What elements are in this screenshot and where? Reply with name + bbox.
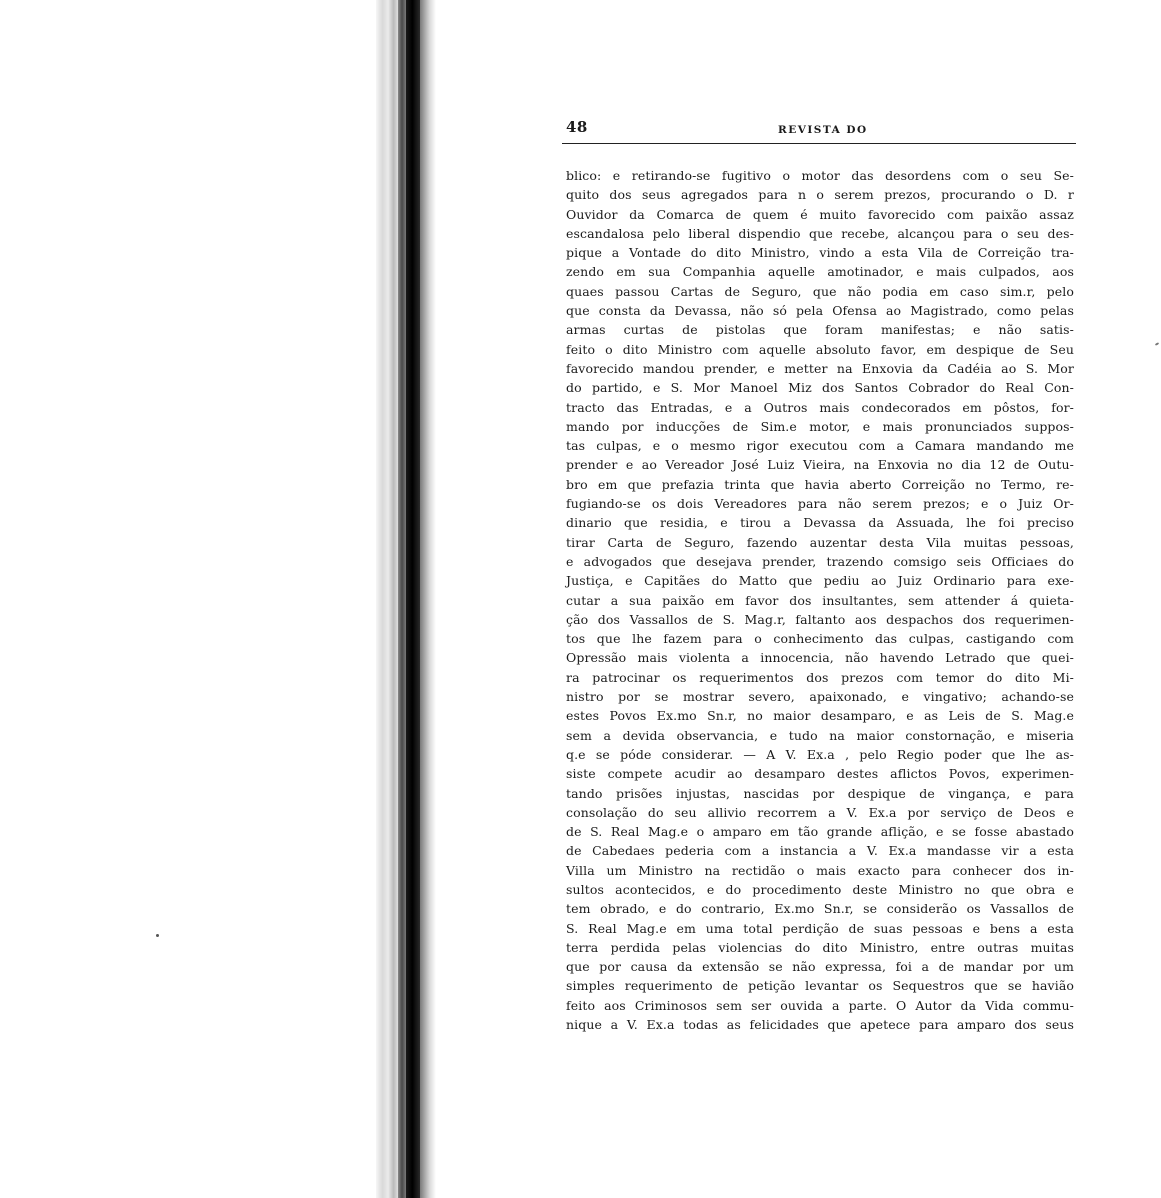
page-header [566,118,1076,140]
text-line: cutar a sua paixão em favor dos insultantes, sem attender á quieta- [566,592,1074,608]
text-line: ra patrocinar os requerimentos dos prezos com temor do dito Mi- [566,669,1074,685]
text-line: fugiando-se os dois Vereadores para não serem prezos; e o Juiz Or- [566,496,1074,512]
text-line: mando por inducções de Sim.e motor, e mais pronunciados suppos- [566,418,1074,434]
text-line: Opressão mais violenta a innocencia, não havendo Letrado que quei- [566,650,1074,666]
page-number: 48 [566,118,588,136]
text-line: dinario que residia, e tirou a Devassa da Assuada, lhe foi preciso [566,515,1074,531]
running-head: REVISTA DO [778,124,868,136]
text-line: de Cabedaes pederia com a instancia a V. Ex.a mandasse vir a esta [566,843,1074,859]
book-gutter-shadow [376,0,398,1198]
text-line: escandalosa pelo liberal dispendio que recebe, alcançou para o seu des- [566,225,1074,241]
text-line: quaes passou Cartas de Seguro, que não podia em caso sim.r, pelo [566,283,1074,299]
text-line: consolação do seu allivio recorrem a V. Ex.a por serviço de Deos e [566,804,1074,820]
text-line: S. Real Mag.e em uma total perdição de suas pessoas e bens a esta [566,920,1074,936]
text-line: tem obrado, e do contrario, Ex.mo Sn.r, se considerão os Vassallos de [566,901,1074,917]
text-line: blico: e retirando-se fugitivo o motor das desordens com o seu Se- [566,168,1074,183]
book-spine [406,0,420,1198]
text-line: tos que lhe fazem para o conhecimento das culpas, castigando com [566,631,1074,647]
book-page [566,118,1076,1033]
text-line: do partido, e S. Mor Manoel Miz dos Santos Cobrador do Real Con- [566,380,1074,396]
text-line: tando prisões injustas, nascidas por despique de vingança, e para [566,785,1074,801]
text-line: simples requerimento de petição levantar os Sequestros que se havião [566,978,1074,994]
text-line: tas culpas, e o mesmo rigor executou com a Camara mandando me [566,438,1074,454]
body-text [566,166,1074,1034]
book-gutter-fade [420,0,436,1198]
text-line: favorecido mandou prender, e metter na Enxovia da Cadéia ao S. Mor [566,360,1074,376]
text-line: nistro por se mostrar severo, apaixonado, e vingativo; achando-se [566,689,1074,705]
text-line: que consta da Devassa, não só pela Ofensa ao Magistrado, como pelas [566,303,1074,319]
text-line: tirar Carta de Seguro, fazendo auzentar desta Vila muitas pessoas, [566,534,1074,550]
text-line: Ouvidor da Comarca de quem é muito favorecido com paixão assaz [566,206,1074,222]
scan-speck [156,934,159,937]
text-line: de S. Real Mag.e o amparo em tão grande aflição, e se fosse abastado [566,824,1074,840]
text-line: estes Povos Ex.mo Sn.r, no maior desamparo, e as Leis de S. Mag.e [566,708,1074,724]
text-line: tracto das Entradas, e a Outros mais condecorados em pôstos, for- [566,399,1074,415]
text-line: Justiça, e Capitães do Matto que pediu ao Juiz Ordinario para exe- [566,573,1074,589]
text-line: siste compete acudir ao desamparo destes aflictos Povos, experimen- [566,766,1074,782]
text-line: prender e ao Vereador José Luiz Vieira, na Enxovia no dia 12 de Outu- [566,457,1074,473]
text-line: bro em que prefazia trinta que havia aberto Correição no Termo, re- [566,476,1074,492]
book-gutter-edge [398,0,406,1198]
text-line: sem a devida observancia, e tudo na maior constornação, e miseria [566,727,1074,743]
text-line: ção dos Vassallos de S. Mag.r, faltanto aos despachos dos requerimen- [566,611,1074,627]
text-line: pique a Vontade do dito Ministro, vindo a esta Vila de Correição tra- [566,245,1074,261]
text-line: q.e se póde considerar. — A V. Ex.a , pelo Regio poder que lhe as- [566,746,1074,762]
scan-speck [1155,342,1159,346]
text-line: zendo em sua Companhia aquelle amotinador, e mais culpados, aos [566,264,1074,280]
text-line: quito dos seus agregados para n o serem prezos, procurando o D. r [566,187,1074,203]
text-line: terra perdida pelas violencias do dito Ministro, entre outras muitas [566,939,1074,955]
text-line: nique a V. Ex.a todas as felicidades que apetece para amparo dos seus [566,1017,1074,1033]
text-line: armas curtas de pistolas que foram manifestas; e não satis- [566,322,1074,338]
text-line: que por causa da extensão se não expressa, foi a de mandar por um [566,959,1074,975]
text-line: Villa um Ministro na rectidão o mais exacto para conhecer dos in- [566,862,1074,878]
text-line: feito o dito Ministro com aquelle absoluto favor, em despique de Seu [566,341,1074,357]
text-line: e advogados que desejava prender, trazendo comsigo seis Officiaes do [566,553,1074,569]
text-line: sultos acontecidos, e do procedimento deste Ministro no que obra e [566,881,1074,897]
header-rule [562,143,1076,144]
text-line: feito aos Criminosos sem ser ouvida a parte. O Autor da Vida commu- [566,997,1074,1013]
